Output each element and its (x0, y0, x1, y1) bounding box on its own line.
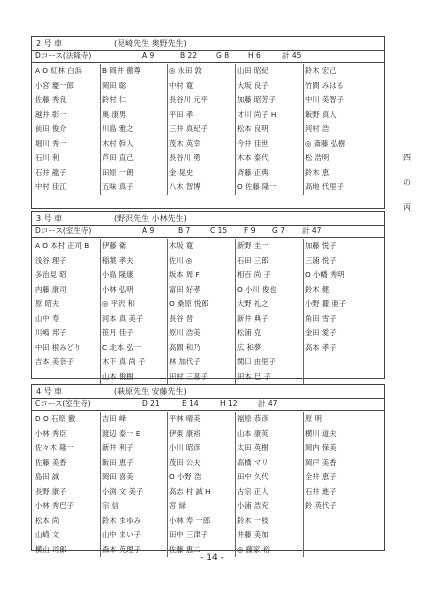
roster-row (32, 122, 384, 136)
student-name: 林 加代子 (169, 357, 201, 366)
student-name: 佐藤 美香 (35, 457, 67, 467)
section-header (32, 385, 384, 399)
count-b: B 22 (180, 51, 198, 60)
roster-row (32, 151, 384, 165)
student-name: 長野 康子 (35, 486, 67, 496)
bus-number: 2 号 車 (36, 39, 63, 48)
student-name: 川嶋 邦子 (35, 328, 67, 337)
student-name: 岡戸 美香 (305, 457, 337, 467)
student-name: 吉田 峰 (102, 414, 127, 423)
roster-row (32, 441, 384, 455)
section-header (32, 212, 384, 226)
roster-row (32, 326, 384, 340)
student-name: 中村 寛 (169, 80, 194, 90)
count-c: C 15 (210, 226, 228, 235)
student-name: 河本 真 美子 (102, 313, 144, 323)
student-name: 小林 秀臣 (35, 428, 67, 438)
roster-row (32, 180, 384, 194)
bus-section-2 (31, 36, 385, 209)
roster-row (32, 254, 384, 268)
side-char: の (403, 178, 411, 187)
bus-section-4 (31, 384, 385, 554)
student-name: 田原 一朗 (102, 167, 134, 177)
student-name: 内藤 康司 (35, 284, 67, 294)
student-name: 新井 典子 (237, 313, 269, 323)
student-name: 木本 泰代 (237, 153, 269, 162)
student-name: 小川 昭彦 (169, 443, 201, 452)
roster-row (32, 355, 384, 369)
student-name: 岡内 保美 (305, 443, 337, 452)
student-name: O 桑原 悦郎 (169, 299, 209, 308)
roster-row (32, 93, 384, 107)
student-name: C 北本 弘一 (102, 342, 141, 352)
student-name: 竹間 みはる (305, 80, 344, 90)
student-name: 岡田 聡 (102, 80, 127, 90)
student-name: 八木 智博 (169, 182, 201, 191)
roster-row (32, 108, 384, 122)
student-name: 山崎 文 (35, 530, 60, 539)
roster-row (32, 470, 384, 484)
roster-row (32, 297, 384, 311)
student-name: 松本 尚 (35, 515, 60, 525)
student-name: 小渕 文 美子 (102, 486, 144, 496)
student-name: 高橋 マリ (237, 457, 269, 467)
student-name: 佐川 ◎ (169, 255, 193, 265)
student-name: 飯野 真人 (305, 109, 337, 119)
student-name: 井藤 美加 (237, 530, 269, 539)
student-name: O 小幡 秀明 (305, 270, 345, 279)
student-name: 川島 雅之 (102, 124, 134, 133)
roster-row (32, 312, 384, 326)
student-name: 平田 孝 (169, 109, 194, 119)
student-name: 越井 彰一 (35, 109, 67, 119)
student-name: 関口 由里子 (237, 357, 276, 366)
student-name: 前田 俊介 (35, 124, 67, 133)
student-name: O 小川 俊也 (237, 284, 277, 294)
student-name: 角田 雪子 (305, 313, 337, 323)
student-name: 吉本 美奈子 (35, 357, 74, 366)
roster-row (32, 514, 384, 528)
student-name: 中川 美智子 (305, 95, 344, 104)
student-name: ◎ 平沢 和 (102, 299, 135, 308)
count-total: 計 47 (302, 226, 322, 235)
student-name: 堀川 秀一 (35, 138, 67, 148)
roster-row (32, 79, 384, 93)
student-name: 五味 真子 (102, 182, 134, 191)
student-name: 原川 浩美 (169, 328, 201, 337)
course-line (32, 50, 384, 63)
teachers: (萩原先生 安藤先生) (114, 387, 187, 396)
student-name: 新野 圭一 (237, 241, 269, 250)
student-name: 斉藤 正典 (237, 167, 269, 177)
roster-row (32, 166, 384, 180)
course-line (32, 225, 384, 238)
student-name: 木村 幹人 (102, 138, 134, 148)
student-name: 多治見 昭 (35, 270, 67, 279)
student-name: 三浦 悦子 (305, 255, 337, 265)
student-name: ◎ 永田 敦 (169, 66, 202, 75)
student-name: A O 本村 正司 B (35, 241, 90, 250)
student-name: 高本 孝子 (305, 342, 337, 352)
course-name: Dコース(法隆寺) (35, 51, 92, 60)
side-char: 四 (403, 153, 411, 162)
count-g: G 8 (216, 51, 229, 60)
student-name: 山田 昭紀 (237, 66, 269, 75)
student-name: 山本 俊樹 (102, 371, 134, 381)
student-name: 三井 真紀子 (169, 124, 208, 133)
student-name: 佐藤 秀良 (35, 95, 67, 104)
student-name: 古宗 正人 (237, 486, 269, 496)
roster-row (32, 341, 384, 355)
page-number: - 14 - (200, 553, 224, 563)
student-name: 太田 英樹 (237, 443, 269, 452)
roster-row (32, 485, 384, 499)
student-name: 木坂 寛 (169, 241, 194, 250)
count-a: A 9 (142, 51, 155, 60)
student-name: 大野 礼之 (237, 299, 269, 308)
count-d: D 21 (142, 399, 160, 408)
bus-number: 3 号 車 (36, 214, 63, 223)
student-name: 小野 麗 亜子 (305, 299, 347, 308)
student-name: 鈴木 宏己 (305, 66, 337, 75)
student-name: 原 昭夫 (35, 299, 60, 308)
roster-row (32, 412, 384, 426)
student-name: 佐々木 隆一 (35, 443, 74, 452)
student-name: 大坂 良子 (237, 80, 269, 90)
roster-row (32, 427, 384, 441)
student-name: 田中 三津子 (169, 530, 208, 539)
student-name: 高地 代里子 (305, 182, 344, 191)
student-name: 笹月 佳子 (102, 328, 134, 337)
student-name: 鈴村 仁 (102, 95, 127, 104)
student-name: 中村 佳江 (35, 182, 67, 191)
student-name: 石井 龍子 (35, 167, 67, 177)
student-name: 長谷 晋 (169, 313, 194, 323)
bus-roster-sheet (31, 22, 385, 554)
student-name: 奥 康男 (102, 109, 127, 119)
student-name: 小林 弘明 (102, 284, 134, 294)
student-name: 鈴木 一枝 (237, 515, 269, 525)
student-name: 山中 寿 (35, 313, 60, 323)
count-e: E 14 (182, 399, 199, 408)
student-name: A O 紅林 白浜 (35, 66, 82, 75)
student-name: O 小野 浩 (169, 472, 202, 481)
student-name: 浅谷 理子 (35, 255, 67, 265)
teachers: (見崎先生 奥野先生) (114, 39, 187, 48)
student-name: 芦田 直己 (102, 153, 134, 162)
student-name: 福原 恭彦 (237, 414, 269, 423)
student-name: 相百 尚 子 (237, 270, 271, 279)
student-name: 鈴木 健 (305, 284, 330, 294)
student-name: 高間 和乃 (169, 342, 201, 352)
count-h: H 12 (220, 399, 238, 408)
course-line (32, 398, 384, 411)
count-h: H 6 (248, 51, 261, 60)
student-name: 飯田 恵子 (102, 457, 134, 467)
student-name: 才川 尚子 H (237, 109, 277, 119)
student-name: 新井 利子 (102, 443, 134, 452)
student-name: 田本 巳 子 (237, 371, 271, 381)
student-name: 宗 信 (102, 501, 119, 510)
student-name: 佐藤 恵二 (169, 544, 201, 554)
student-name: 山本 康英 (237, 428, 269, 438)
student-name: 稲葉 孝夫 (102, 255, 134, 265)
student-name: 石田 三郎 (237, 255, 269, 265)
roster-row (32, 456, 384, 470)
student-name: 小林 秀巴子 (35, 501, 74, 510)
student-name: 小浦 浩充 (237, 501, 269, 510)
count-g: G 7 (272, 226, 285, 235)
roster-row (32, 283, 384, 297)
course-name: Cコース(室生寺) (35, 399, 91, 408)
roster-row (32, 499, 384, 513)
student-name: ◎ 斎藤 弘樹 (305, 138, 346, 148)
count-b: B 7 (178, 226, 191, 235)
student-name: ◎ 藤家 裕 (237, 544, 270, 554)
teachers: (野沢先生 小林先生) (114, 214, 187, 223)
student-name: 渡辺 泰一 E (102, 428, 141, 438)
count-f: F 9 (244, 226, 256, 235)
student-name: 横山 司郎 (35, 544, 67, 554)
bus-section-3 (31, 211, 385, 379)
student-name: 木下 真 尚 子 (102, 357, 146, 366)
student-name: 加藤 昭芳子 (237, 95, 276, 104)
student-name: 石井 進子 (305, 486, 337, 496)
roster-row (32, 239, 384, 253)
roster-row (32, 528, 384, 542)
roster-row (32, 268, 384, 282)
bus-number: 4 号 車 (36, 387, 63, 396)
student-name: 全井 恵子 (305, 472, 337, 481)
student-name: 鈴木 まゆみ (102, 515, 141, 525)
student-name: O 佐藤 隆一 (237, 182, 277, 191)
student-name: 伊藤 衛 (102, 241, 127, 250)
student-name: 小林 寿 一郎 (169, 515, 211, 525)
student-name: 茂木 英幸 (169, 138, 201, 148)
student-name: 伊東 康裕 (169, 428, 201, 438)
student-name: 鈴木 恵 (305, 167, 330, 177)
count-total: 計 45 (282, 51, 302, 60)
student-name: 金田 愛子 (305, 328, 337, 337)
student-name: 石川 利 (35, 153, 60, 162)
side-margin-text (402, 152, 412, 213)
student-name: 松本 良明 (237, 124, 269, 133)
student-name: 松 浩明 (305, 153, 330, 162)
student-name: 河村 浩 (305, 124, 330, 133)
student-name: 長谷川 元平 (169, 95, 208, 104)
student-name: 加藤 悦子 (305, 241, 337, 250)
student-name: 原 明 (305, 414, 322, 423)
student-name: 平林 晴美 (169, 414, 201, 423)
student-name: 鈴 英代子 (305, 501, 337, 510)
student-name: 今井 佳世 (237, 138, 269, 148)
student-name: 山中 まい子 (102, 530, 141, 539)
student-name: 小宮 慶一郎 (35, 80, 74, 90)
student-name: 田中 久代 (237, 472, 269, 481)
student-name: 中田 根みどり (35, 342, 82, 352)
count-a: A 9 (142, 226, 155, 235)
section-header (32, 37, 384, 51)
student-name: B 岡井 徹尊 (102, 66, 141, 75)
course-name: Dコース(室生寺) (35, 226, 92, 235)
student-name: 横川 道夫 (305, 428, 337, 438)
roster-row (32, 137, 384, 151)
side-char: 丙 (403, 203, 411, 212)
student-name: 島田 誠 (35, 472, 60, 481)
student-name: 広 和夢 (237, 342, 262, 352)
roster-row (32, 370, 384, 384)
student-name: 富田 好孝 (169, 284, 201, 294)
student-name: 高志 村 誠 H (169, 486, 211, 496)
student-name: 金 晃史 (169, 167, 194, 177)
student-name: D O 石原 徹 (35, 414, 76, 423)
student-name: 松浦 克 (237, 328, 262, 337)
student-name: 茂田 公夫 (169, 457, 201, 467)
roster-row (32, 64, 384, 78)
student-name: 坂本 周 F (169, 270, 200, 279)
count-total: 計 47 (258, 399, 278, 408)
student-name: 宮 緑 (169, 501, 186, 510)
student-name: 小島 隆康 (102, 270, 134, 279)
student-name: 岡田 喜美 (102, 472, 134, 481)
student-name: 田村 三喜子 (169, 371, 208, 381)
student-name: 長谷川 勇 (169, 153, 201, 162)
student-name: 森本 英理子 (102, 544, 141, 554)
